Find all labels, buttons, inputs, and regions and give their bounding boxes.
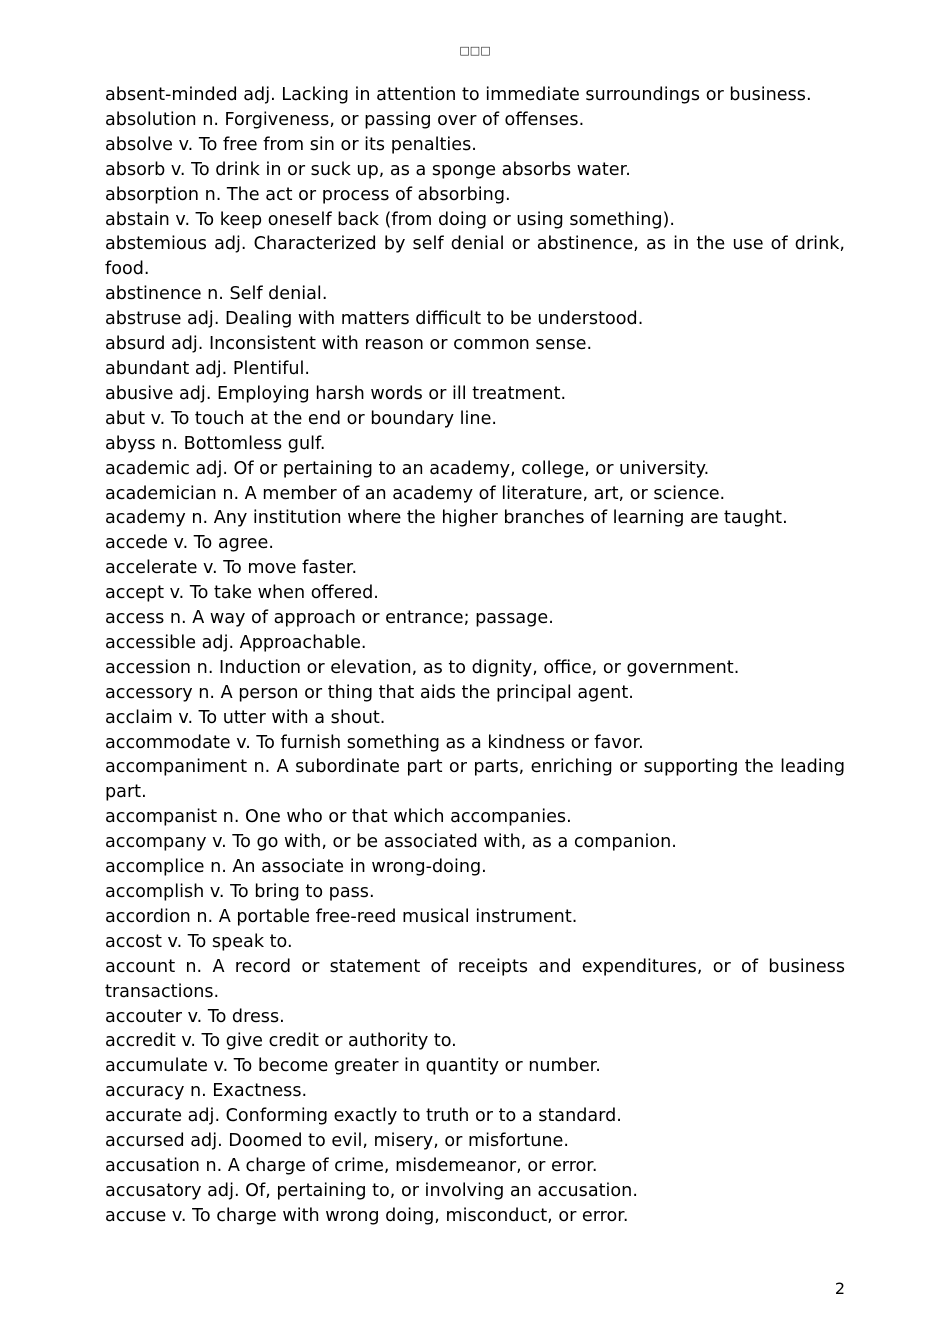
- dictionary-entry: accompanist n. One who or that which accompanies.: [105, 807, 572, 828]
- dictionary-entry: academic adj. Of or pertaining to an academy, college, or university.: [105, 458, 710, 479]
- dictionary-entry: abstemious adj. Characterized by self denial or abstinence, as in the use of drink, food.: [105, 234, 845, 280]
- dictionary-entry: abusive adj. Employing harsh words or ill treatment.: [105, 383, 567, 404]
- dictionary-entry: accusatory adj. Of, pertaining to, or involving an accusation.: [105, 1180, 638, 1201]
- dictionary-entry: access n. A way of approach or entrance; passage.: [105, 608, 554, 629]
- page-number: 2: [834, 1279, 845, 1298]
- dictionary-entry: accomplish v. To bring to pass.: [105, 882, 375, 902]
- dictionary-entries: [105, 83, 845, 1229]
- dictionary-entry: abstain v. To keep oneself back (from doing or using something).: [105, 209, 675, 230]
- dictionary-entry: abstinence n. Self denial.: [105, 284, 328, 305]
- dictionary-entry: abundant adj. Plentiful.: [105, 358, 310, 379]
- dictionary-entry: accouter v. To dress.: [105, 1006, 285, 1027]
- page-header: □□□: [459, 44, 491, 57]
- dictionary-entry: accessory n. A person or thing that aids the principal agent.: [105, 682, 634, 703]
- dictionary-entry: accomplice n. An associate in wrong-doing.: [105, 857, 487, 878]
- dictionary-entry: accusation n. A charge of crime, misdemeanor, or error.: [105, 1155, 598, 1176]
- dictionary-entry: accompany v. To go with, or be associated with, as a companion.: [105, 832, 677, 853]
- dictionary-entry: academy n. Any institution where the higher branches of learning are taught.: [105, 508, 788, 529]
- dictionary-entry: abyss n. Bottomless gulf.: [105, 433, 326, 454]
- dictionary-entry: accessible adj. Approachable.: [105, 632, 367, 653]
- dictionary-entry: absolution n. Forgiveness, or passing over of offenses.: [105, 109, 585, 130]
- dictionary-entry: absorption n. The act or process of absorbing.: [105, 184, 511, 205]
- dictionary-entry: absolve v. To free from sin or its penalties.: [105, 134, 477, 155]
- dictionary-entry: absurd adj. Inconsistent with reason or common sense.: [105, 334, 593, 355]
- dictionary-entry: account n. A record or statement of receipts and expenditures, or of business transactions.: [105, 956, 845, 1002]
- dictionary-entry: accommodate v. To furnish something as a kindness or favor.: [105, 732, 644, 753]
- dictionary-entry: accurate adj. Conforming exactly to truth or to a standard.: [105, 1106, 622, 1127]
- dictionary-entry: accept v. To take when offered.: [105, 583, 379, 604]
- dictionary-entry: accompaniment n. A subordinate part or parts, enriching or supporting the leading part.: [105, 757, 845, 803]
- dictionary-entry: accredit v. To give credit or authority to.: [105, 1031, 457, 1052]
- dictionary-entry: accede v. To agree.: [105, 533, 274, 554]
- dictionary-entry: absorb v. To drink in or suck up, as a sponge absorbs water.: [105, 159, 631, 180]
- dictionary-entry: accordion n. A portable free-reed musical instrument.: [105, 906, 578, 927]
- dictionary-entry: accumulate v. To become greater in quantity or number.: [105, 1056, 601, 1077]
- dictionary-entry: accuracy n. Exactness.: [105, 1081, 308, 1102]
- dictionary-entry: absent-minded adj. Lacking in attention to immediate surroundings or business.: [105, 85, 812, 105]
- dictionary-entry: accelerate v. To move faster.: [105, 558, 358, 579]
- dictionary-entry: accost v. To speak to.: [105, 931, 293, 952]
- dictionary-entry: abut v. To touch at the end or boundary line.: [105, 408, 497, 429]
- dictionary-entry: academician n. A member of an academy of literature, art, or science.: [105, 483, 726, 504]
- dictionary-entry: acclaim v. To utter with a shout.: [105, 707, 386, 728]
- dictionary-entry: accuse v. To charge with wrong doing, misconduct, or error.: [105, 1205, 629, 1226]
- dictionary-entry: accursed adj. Doomed to evil, misery, or misfortune.: [105, 1131, 569, 1152]
- dictionary-entry: abstruse adj. Dealing with matters difficult to be understood.: [105, 309, 644, 330]
- dictionary-entry: accession n. Induction or elevation, as to dignity, office, or government.: [105, 657, 740, 678]
